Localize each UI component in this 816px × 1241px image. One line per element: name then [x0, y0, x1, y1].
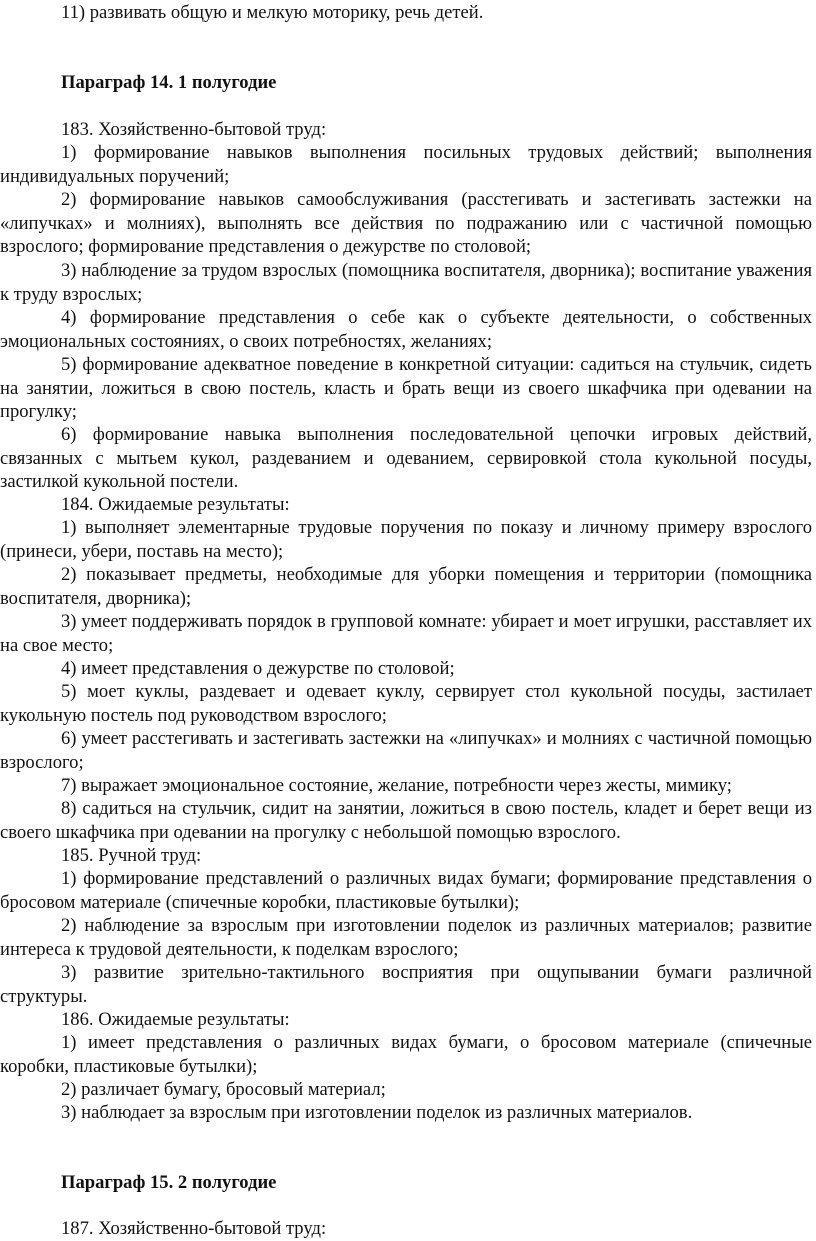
section-184-item-6: 6) умеет расстегивать и застегивать застежки на «липучках» и молниях с частичной помощью взрослого;: [0, 728, 812, 773]
intro-item-11: 11) развивать общую и мелкую моторику, речь детей.: [61, 2, 484, 23]
section-186-item-1: 1) имеет представления о различных видах бумаги, о бросовом материале (спичечные коробки, пластиковые бутылки);: [0, 1032, 812, 1077]
section-184-title: 184. Ожидаемые результаты:: [61, 494, 290, 515]
section-185-item-2: 2) наблюдение за взрослым при изготовлении поделок из различных материалов; развитие интереса к трудовой деятельности, к поделкам взрослого;: [0, 915, 812, 960]
section-183-title: 183. Хозяйственно-бытовой труд:: [61, 119, 327, 140]
section-184-item-1: 1) выполняет элементарные трудовые поручения по показу и личному примеру взрослого (принеси, убери, поставь на место);: [0, 517, 812, 562]
section-184-item-4: 4) имеет представления о дежурстве по столовой;: [61, 658, 455, 679]
section-185-item-1: 1) формирование представлений о различных видах бумаги; формирование представления о бросовом материале (спичечные коробки, пластиковые бутылки);: [0, 868, 812, 913]
section-183-item-6: 6) формирование навыка выполнения последовательной цепочки игровых действий, связанных с мытьем кукол, раздеванием и одеванием, сервировкой стола кукольной посуды, застилкой кукольной постели.: [0, 424, 812, 492]
section-186-item-2: 2) различает бумагу, бросовый материал;: [61, 1079, 386, 1100]
section-183-item-5: 5) формирование адекватное поведение в конкретной ситуации: садиться на стульчик, сидеть на занятии, ложиться в свою постель, класть и брать вещи из своего шкафчика при одевании на прогулку;: [0, 354, 812, 422]
heading-paragraph-14: Параграф 14. 1 полугодие: [61, 72, 277, 93]
section-184-item-7: 7) выражает эмоциональное состояние, желание, потребности через жесты, мимику;: [61, 775, 732, 796]
section-185-item-3: 3) развитие зрительно-тактильного восприятия при ощупывании бумаги различной структуры.: [0, 962, 812, 1007]
section-186-item-3: 3) наблюдает за взрослым при изготовлении поделок из различных материалов.: [61, 1102, 693, 1123]
heading-paragraph-15: Параграф 15. 2 полугодие: [61, 1172, 277, 1193]
section-183-item-2: 2) формирование навыков самообслуживания (расстегивать и застегивать застежки на «липучках» и молниях), выполнять все действия по подражанию или с частичной помощью взрослого; формирование представления о дежурстве по столовой;: [0, 189, 812, 257]
section-184-item-5: 5) моет куклы, раздевает и одевает куклу, сервирует стол кукольной посуды, застилает кукольную постель под руководством взрослого;: [0, 681, 812, 726]
section-183-item-3: 3) наблюдение за трудом взрослых (помощника воспитателя, дворника); воспитание уважения к труду взрослых;: [0, 260, 812, 305]
section-184-item-2: 2) показывает предметы, необходимые для уборки помещения и территории (помощника воспитателя, дворника);: [0, 564, 812, 609]
section-184-item-3: 3) умеет поддерживать порядок в групповой комнате: убирает и моет игрушки, расставляет их на свое место;: [0, 611, 812, 656]
section-186-title: 186. Ожидаемые результаты:: [61, 1009, 290, 1030]
section-184-item-8: 8) садиться на стульчик, сидит на занятии, ложиться в свою постель, кладет и берет вещи из своего шкафчика при одевании на прогулку с небольшой помощью взрослого.: [0, 798, 812, 843]
section-185-title: 185. Ручной труд:: [61, 845, 202, 866]
section-183-item-4: 4) формирование представления о себе как о субъекте деятельности, о собственных эмоциональных состояниях, о своих потребностях, желаниях;: [0, 307, 812, 352]
section-183-item-1: 1) формирование навыков выполнения посильных трудовых действий; выполнения индивидуальных поручений;: [0, 142, 812, 187]
section-187-title: 187. Хозяйственно-бытовой труд:: [61, 1218, 327, 1239]
